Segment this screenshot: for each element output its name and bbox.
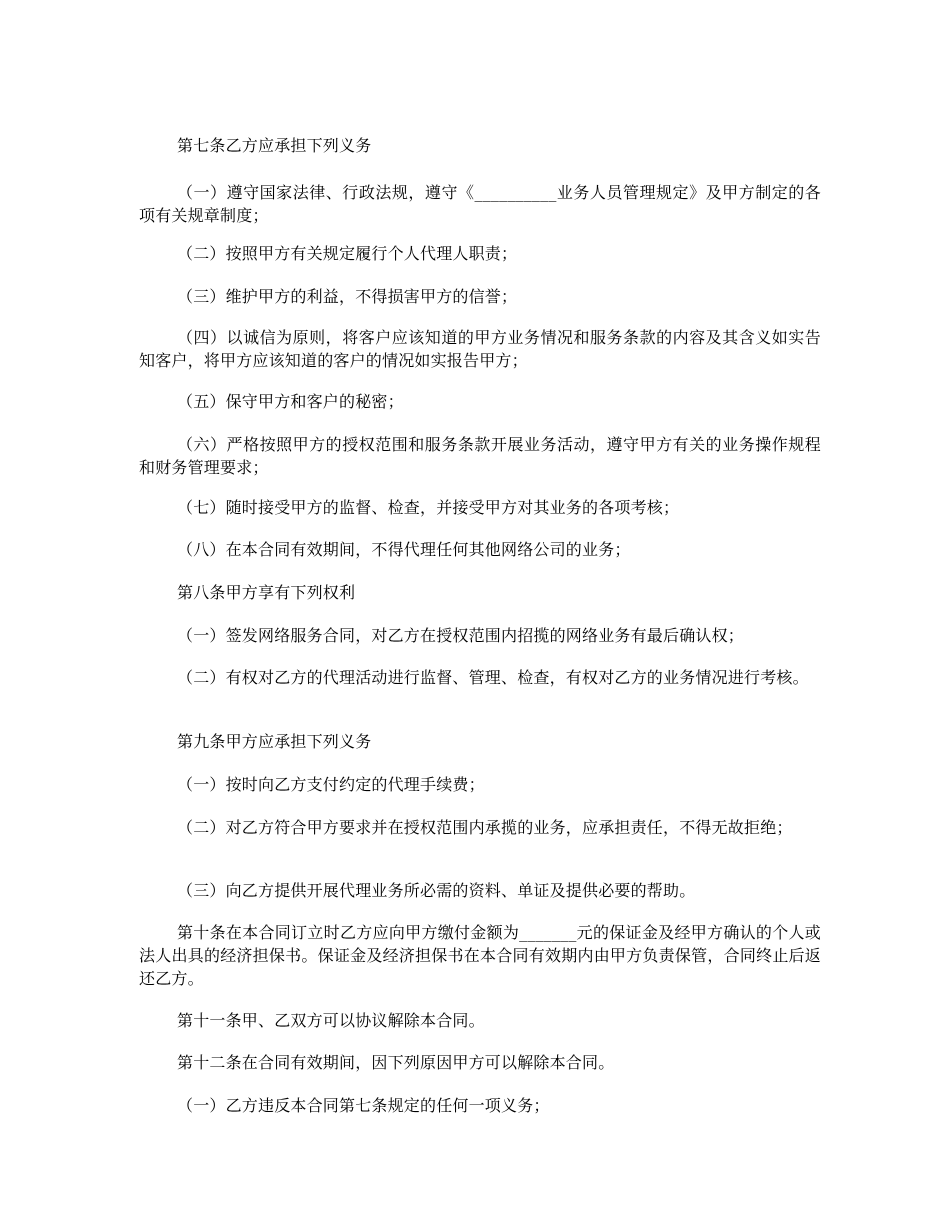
article-7-clause-6: （六）严格按照甲方的授权范围和服务条款开展业务活动，遵守甲方有关的业务操作规程和财务管理要求； (139, 435, 821, 477)
article-8-clause-1: （一）签发网络服务合同，对乙方在授权范围内招揽的网络业务有最后确认权； (177, 626, 745, 645)
article-9-heading: 第九条甲方应承担下列义务 (177, 732, 372, 751)
article-9-clause-1: （一）按时向乙方支付约定的代理手续费； (177, 775, 485, 794)
article-7-clause-2: （二）按照甲方有关规定履行个人代理人职责； (177, 244, 518, 263)
article-12-heading: 第十二条在合同有效期间，因下列原因甲方可以解除本合同。 (177, 1053, 615, 1072)
article-12-clause-1: （一）乙方违反本合同第七条规定的任何一项义务； (177, 1096, 550, 1115)
article-7-clause-5: （五）保守甲方和客户的秘密； (177, 392, 404, 411)
article-9-clause-3: （三）向乙方提供开展代理业务所必需的资料、单证及提供必要的帮助。 (177, 881, 696, 900)
article-8-clause-2: （二）有权对乙方的代理活动进行监督、管理、检查，有权对乙方的业务情况进行考核。 (177, 668, 809, 687)
article-9-clause-2: （二）对乙方符合甲方要求并在授权范围内承揽的业务，应承担责任，不得无故拒绝； (177, 818, 793, 837)
article-7-clause-3: （三）维护甲方的利益，不得损害甲方的信誉； (177, 287, 518, 306)
article-7-heading: 第七条乙方应承担下列义务 (177, 136, 372, 155)
article-8-heading: 第八条甲方享有下列权利 (177, 583, 356, 602)
article-10: 第十条在本合同订立时乙方应向甲方缴付金额为_______元的保证金及经甲方确认的个人或法人出具的经济担保书。保证金及经济担保书在本合同有效期内由甲方负责保管，合同终止后返还乙方。 (139, 923, 821, 988)
article-7-clause-7: （七）随时接受甲方的监督、检查，并接受甲方对其业务的各项考核； (177, 498, 680, 517)
article-11: 第十一条甲、乙双方可以协议解除本合同。 (177, 1011, 485, 1030)
article-7-clause-4: （四）以诚信为原则，将客户应该知道的甲方业务情况和服务条款的内容及其含义如实告知客户，将甲方应该知道的客户的情况如实报告甲方； (139, 328, 821, 370)
article-7-clause-8: （八）在本合同有效期间，不得代理任何其他网络公司的业务； (177, 540, 631, 559)
article-7-clause-1: （一）遵守国家法律、行政法规，遵守《__________业务人员管理规定》及甲方制定的各项有关规章制度； (139, 183, 821, 225)
